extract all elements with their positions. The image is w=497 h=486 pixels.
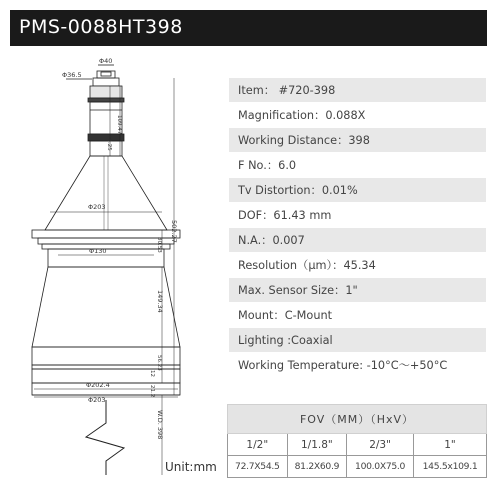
fov-header: FOV（MM）（HxV）: [228, 405, 487, 434]
page-title: PMS-0088HT398: [19, 16, 183, 38]
fov-value-cell: 100.0X75.0: [347, 456, 414, 478]
dim-21-2: 21.2: [149, 385, 155, 398]
spec-f-number: F No.：6.0: [229, 153, 486, 178]
spec-max-sensor: Max. Sensor Size：1": [229, 278, 486, 303]
fov-value-cell: 145.5x109.1: [414, 456, 487, 478]
dim-149-34: 149.34: [156, 290, 164, 313]
spec-magnification: Magnification：0.088X: [229, 103, 486, 128]
unit-label: Unit:mm: [165, 460, 217, 474]
fov-sensor-cell: 1/2": [228, 434, 288, 456]
lens-drawing: [20, 55, 195, 484]
spec-lighting: Lighting :Coaxial: [229, 328, 486, 353]
dim-phi130: Φ130: [89, 247, 107, 255]
dim-phi203-top: Φ203: [88, 203, 106, 211]
dim-phi36-5: Φ36.5: [62, 71, 82, 79]
title-bar: [10, 10, 487, 46]
fov-sensor-cell: 2/3": [347, 434, 414, 456]
spec-working-distance: Working Distance：398: [229, 128, 486, 153]
spec-working-temperature: Working Temperature: -10°C～+50°C: [229, 353, 486, 378]
dim-109-47: 109.47: [116, 115, 122, 135]
spec-na: N.A.：0.007: [229, 228, 486, 253]
spec-tv-distortion: Tv Distortion：0.01%: [229, 178, 486, 203]
dim-phi40: Φ40: [99, 57, 113, 65]
spec-list: [229, 78, 486, 378]
dim-30-53: 30.53: [156, 237, 162, 253]
fov-table: [227, 404, 487, 478]
fov-sensor-cell: 1": [414, 434, 487, 456]
spec-mount: Mount：C-Mount: [229, 303, 486, 328]
dim-502-27: 502.27: [170, 220, 178, 243]
dim-18-25: 18.25: [106, 135, 112, 151]
dim-phi202-4: Φ202.4: [86, 381, 110, 389]
dim-12: 12: [149, 370, 155, 377]
spec-item: Item： #720-398: [229, 78, 486, 103]
spec-dof: DOF：61.43 mm: [229, 203, 486, 228]
fov-value-cell: 81.2X60.9: [287, 456, 347, 478]
spec-resolution: Resolution（μm）：45.34: [229, 253, 486, 278]
dim-56-23: 56.23: [156, 355, 162, 371]
fov-sensor-cell: 1/1.8": [287, 434, 347, 456]
fov-value-cell: 72.7X54.5: [228, 456, 288, 478]
dim-phi203-bottom: Φ203: [88, 396, 106, 404]
dim-wd-398: W.D. 398: [156, 410, 164, 440]
